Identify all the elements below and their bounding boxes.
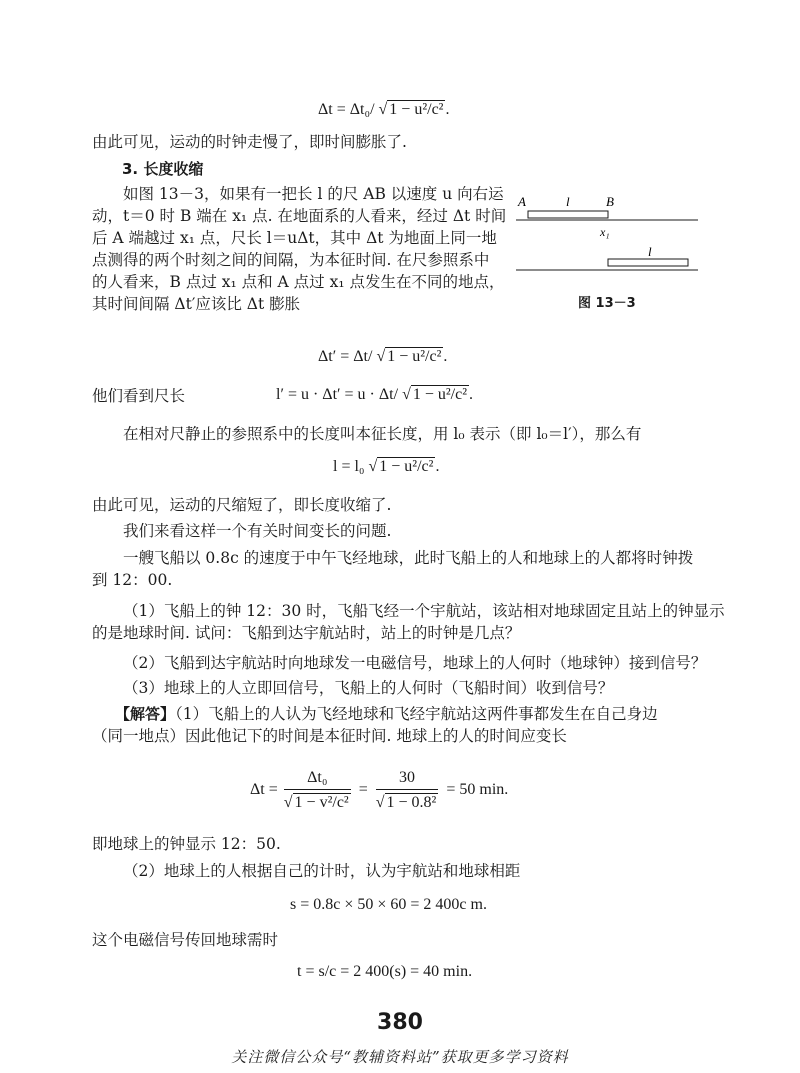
- equation-radicand: 1 − u²/c²: [412, 386, 468, 403]
- equation-lhs: Δt = Δt₀/: [318, 101, 379, 118]
- equation-radicand: 1 − u²/c²: [387, 348, 442, 365]
- text-line: 的人看来，B 点过 x₁ 点和 A 点过 x₁ 点发生在不同的地点，: [92, 273, 505, 291]
- paragraph-proper-length: 在相对尺静止的参照系中的长度叫本征长度，用 l₀ 表示（即 l₀＝l′），那么有: [123, 425, 642, 443]
- sqrt-sign: √: [368, 458, 378, 475]
- label-l-bottom: l: [648, 244, 652, 259]
- paragraph-problem-intro: 我们来看这样一个有关时间变长的问题.: [123, 522, 392, 540]
- footer-watermark: 关注微信公众号“教辅资料站”获取更多学习资料: [231, 1048, 569, 1066]
- text-line: 动，t＝0 时 B 端在 x₁ 点. 在地面系的人看来，经过 Δt 时间: [92, 207, 507, 225]
- fraction-denominator: 1 − 0.8²: [386, 793, 437, 811]
- paragraph-earth-clock: 即地球上的钟显示 12：50.: [92, 835, 281, 853]
- equation-signal-time: t = s/c = 2 400(s) = 40 min.: [297, 963, 473, 980]
- fraction-denominator: 1 − v²/c²: [294, 793, 349, 811]
- ruler-bottom: [608, 259, 688, 266]
- text-line: 到 12：00.: [92, 571, 173, 589]
- answer-label: 【解答】: [115, 705, 176, 723]
- fraction-numeric: [376, 769, 439, 812]
- question-3: （3）地球上的人立即回信号，飞船上的人何时（飞船时间）收到信号？: [123, 679, 614, 697]
- text-line: （1）飞船上的人认为飞经地球和飞经宇航站这两件事都发生在自己身边: [175, 705, 658, 723]
- equation-lhs: l = l₀: [333, 458, 369, 475]
- equation-lhs: Δt′ = Δt/: [318, 348, 377, 365]
- equation-radicand: 1 − u²/c²: [379, 458, 434, 475]
- paragraph-they-see: 他们看到尺长: [92, 387, 186, 405]
- equation-length-contraction: l = l₀ √ 1 − u²/c² .: [333, 458, 440, 475]
- question-1: [92, 600, 725, 644]
- equation-distance: s = 0.8c × 50 × 60 = 2 400c m.: [290, 896, 487, 913]
- fraction-numerator: 30: [376, 769, 439, 790]
- ruler-top: [528, 211, 608, 218]
- text-line: 如图 13－3，如果有一把长 l 的尺 AB 以速度 u 向右运: [123, 185, 504, 203]
- sqrt-sign: √: [375, 793, 385, 811]
- equation-lhs: l′ = u · Δt′ = u · Δt/: [276, 386, 403, 403]
- equation-time-dilation: Δt = Δt₀/ √ 1 − u²/c² .: [318, 101, 450, 118]
- question-2: （2）飞船到达宇航站时向地球发一电磁信号，地球上的人何时（地球钟）接到信号？: [123, 654, 707, 672]
- equation-earth-time: Δt = $\frac{\text{Δt₀}}{\text{√ 1 − v²/c²}}$ = $\frac{30}{\text{√ 1 − 0.8²}}$ = 50 min.: [250, 768, 509, 811]
- text-line: （同一地点）因此他记下的时间是本征时间. 地球上的人的时间应变长: [92, 727, 567, 745]
- paragraph-part-2: （2）地球上的人根据自己的计时，认为宇航站和地球相距: [123, 862, 521, 880]
- text-line: 的是地球时间. 试问：飞船到达宇航站时，站上的时钟是几点？: [92, 624, 521, 642]
- text-line: 一艘飞船以 0.8c 的速度于中午飞经地球，此时飞船上的人和地球上的人都将时钟拨: [123, 549, 694, 567]
- paragraph-time-slow: 由此可见，运动的时钟走慢了，即时间膨胀了.: [92, 133, 407, 151]
- sqrt-sign: √: [283, 793, 293, 811]
- equation-result: = 50 min.: [446, 781, 509, 798]
- text-line: 后 A 端越过 x₁ 点，尺长 l＝uΔt，其中 Δt 为地面上同一地: [92, 229, 497, 247]
- figure-caption: 图 13－3: [578, 296, 636, 311]
- page-number: 380: [377, 1010, 423, 1035]
- label-a: A: [518, 194, 526, 209]
- paragraph-length-contraction: [92, 183, 512, 315]
- text-line: （1）飞船上的钟 12：30 时，飞船飞经一个宇航站，该站相对地球固定且站上的钟显示: [123, 602, 725, 620]
- fraction-proper-time: [284, 769, 351, 812]
- section-heading-length-contraction: 3. 长度收缩: [122, 160, 204, 178]
- paragraph-signal-return: 这个电磁信号传回地球需时: [92, 931, 279, 949]
- sqrt-sign: √: [378, 101, 388, 118]
- equation-radicand: 1 − u²/c²: [389, 101, 444, 118]
- text-line: 点测得的两个时刻之间的间隔，为本征时间. 在尺参照系中: [92, 251, 490, 269]
- equation-observed-length: l′ = u · Δt′ = u · Δt/ √ 1 − u²/c² .: [276, 386, 474, 403]
- figure-13-3: [512, 190, 702, 290]
- label-b: B: [606, 194, 614, 209]
- fraction-numerator: Δt₀: [284, 769, 351, 790]
- paragraph-ruler-shorter: 由此可见，运动的尺缩短了，即长度收缩了.: [92, 496, 392, 514]
- label-l-top: l: [566, 194, 570, 209]
- equation-dilated-interval: Δt′ = Δt/ √ 1 − u²/c² .: [318, 348, 448, 365]
- sqrt-sign: √: [376, 348, 386, 365]
- paragraph-problem-setup: [92, 547, 712, 591]
- label-x1: x₁: [600, 225, 610, 239]
- equation-lhs: Δt =: [250, 781, 278, 798]
- text-line: 其时间间隔 Δt′应该比 Δt 膨胀: [92, 295, 301, 313]
- sqrt-sign: √: [402, 386, 411, 403]
- answer-paragraph: [92, 703, 712, 747]
